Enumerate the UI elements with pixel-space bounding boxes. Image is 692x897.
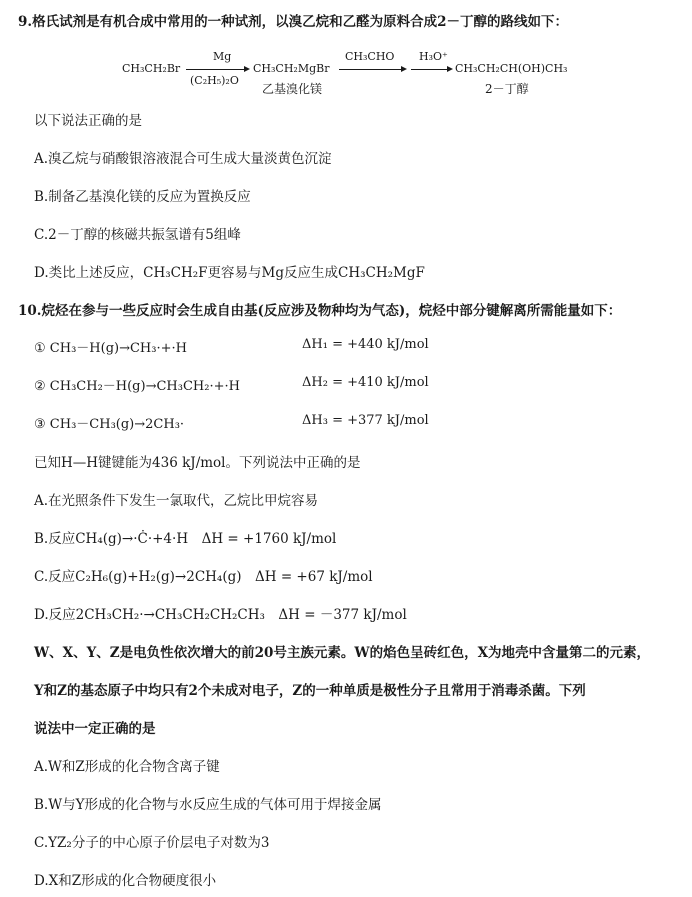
q9-option-c: C.2－丁醇的核磁共振氢谱有5组峰 (34, 227, 241, 243)
q9-option-b: B.制备乙基溴化镁的反应为置换反应 (34, 189, 251, 205)
q11-option-b: B.W与Y形成的化合物与水反应生成的气体可用于焊接金属 (34, 797, 382, 813)
q9-arrow-3-head (447, 66, 453, 72)
q11-option-a: A.W和Z形成的化合物含离子键 (34, 759, 220, 775)
q10-reaction-3: ③ CH₃－CH₃(g)→2CH₃· (34, 417, 185, 432)
q10-option-a: A.在光照条件下发生一氯取代，乙烷比甲烷容易 (34, 493, 319, 509)
q9-product-name: 2－丁醇 (485, 82, 529, 96)
q11-stem-line-3: 说法中一定正确的是 (34, 721, 156, 737)
q11-stem-line-2: Y和Z的基态原子中均只有2个未成对电子，Z的一种单质是极性分子且常用于消毒杀菌。下列 (34, 683, 586, 699)
q9-arrow-2 (339, 69, 401, 70)
q10-dh-2: ΔH₂ = +410 kJ/mol (302, 375, 429, 390)
q10-stem: 10.烷烃在参与一些反应时会生成自由基(反应涉及物种均为气态)，烷烃中部分键解离所需能量如下： (18, 303, 622, 319)
q10-option-b: B.反应CH₄(g)→·Ċ·+4·H ΔH = +1760 kJ/mol (34, 531, 337, 547)
q10-dh-1: ΔH₁ = +440 kJ/mol (302, 337, 429, 352)
q9-reactant: CH₃CH₂Br (122, 62, 181, 75)
q9-prompt: 以下说法正确的是 (34, 113, 142, 129)
q9-stem: 9.格氏试剂是有机合成中常用的一种试剂，以溴乙烷和乙醛为原料合成2－丁醇的路线如下： (18, 14, 568, 30)
q9-product: CH₃CH₂CH(OH)CH₃ (455, 62, 568, 75)
q9-option-d: D.类比上述反应，CH₃CH₂F更容易与Mg反应生成CH₃CH₂MgF (34, 265, 425, 281)
q9-reagent2: CH₃CHO (345, 50, 395, 63)
q9-intermediate-name: 乙基溴化镁 (262, 82, 323, 96)
q10-option-c: C.反应C₂H₆(g)+H₂(g)→2CH₄(g) ΔH = +67 kJ/mol (34, 569, 373, 585)
q10-dh-3: ΔH₃ = +377 kJ/mol (302, 413, 429, 428)
q9-reagent1-top: Mg (213, 50, 232, 63)
q9-arrow-2-head (401, 66, 407, 72)
q9-option-a: A.溴乙烷与硝酸银溶液混合可生成大量淡黄色沉淀 (34, 151, 332, 167)
q9-arrow-3 (411, 69, 447, 70)
q10-option-d: D.反应2CH₃CH₂·→CH₃CH₂CH₂CH₃ ΔH = －377 kJ/mol (34, 607, 407, 623)
q11-option-d: D.X和Z形成的化合物硬度很小 (34, 873, 217, 889)
q9-arrow-1-head (244, 66, 250, 72)
q9-reagent3: H₃O⁺ (419, 50, 448, 63)
q9-reagent1-bottom: (C₂H₅)₂O (190, 74, 239, 87)
q10-reaction-2: ② CH₃CH₂－H(g)→CH₃CH₂·+·H (34, 379, 240, 394)
q10-prompt: 已知H—H键键能为436 kJ/mol。下列说法中正确的是 (34, 455, 361, 471)
q9-intermediate: CH₃CH₂MgBr (253, 62, 330, 75)
q10-reaction-1: ① CH₃－H(g)→CH₃·+·H (34, 341, 187, 356)
q11-stem-line-1: W、X、Y、Z是电负性依次增大的前20号主族元素。W的焰色呈砖红色，X为地壳中含量第二的元素， (34, 645, 651, 661)
q9-arrow-1 (186, 69, 244, 70)
q11-option-c: C.YZ₂分子的中心原子价层电子对数为3 (34, 835, 270, 851)
